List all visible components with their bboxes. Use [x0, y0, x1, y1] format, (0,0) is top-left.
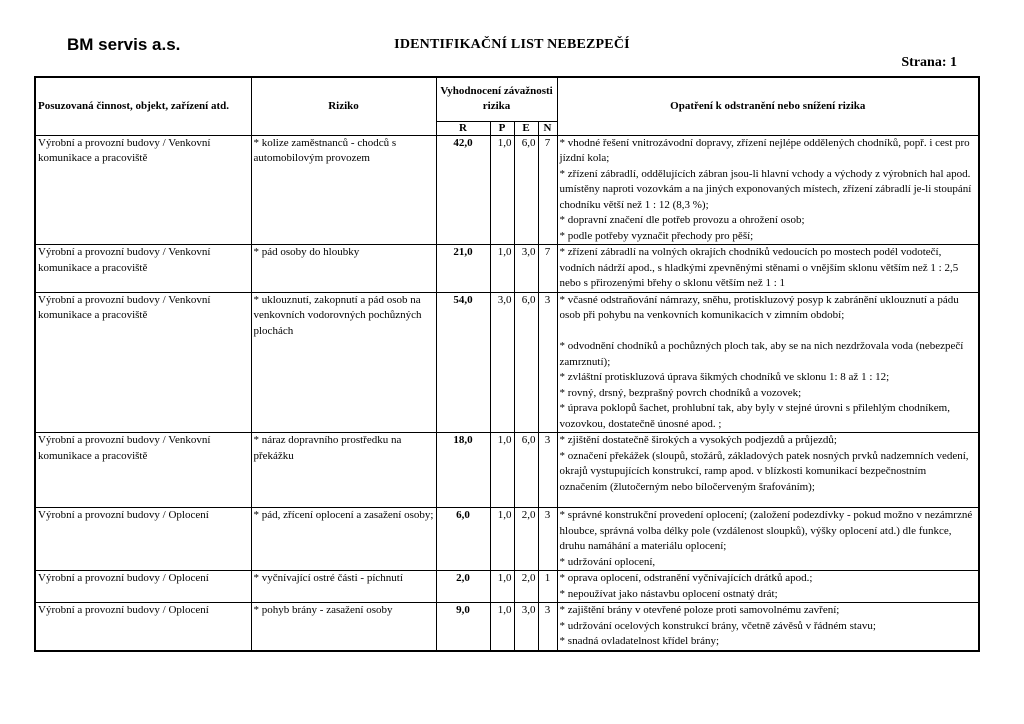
risk-cell: * pohyb brány - zasažení osoby	[251, 603, 436, 651]
header-r: R	[436, 121, 490, 135]
risk-cell: * uklouznutí, zakopnutí a pád osob na venkovních vodorovných pochůzných plochách	[251, 292, 436, 433]
measure-item: * zřízení zábradlí, oddělujících zábran jsou-li hlavní vchody a východy z výrobních hal apod. umístěny naproti vozovkám a na jiných exponovaných místech, zřízení zábradlí je-li stoupání chodníku větší než 1 : 12 (8,3 %);	[559, 167, 972, 211]
r-value-cell: 6,0	[436, 508, 490, 571]
e-value-cell: 2,0	[514, 571, 538, 603]
p-value-cell: 1,0	[490, 508, 514, 571]
measures-cell	[557, 508, 979, 571]
table-row	[35, 292, 979, 433]
measure-item: * označení překážek (sloupů, stožárů, základových patek nosných prvků nadzemních vedení, okrajů vystupujících konstrukcí, ramp apod. v blízkosti komunikací bezpečnostním označením (žlutočerným nebo bíločerveným šrafováním);	[559, 449, 969, 493]
measure-item: * udržování oplocení,	[559, 555, 656, 568]
header-n: N	[538, 121, 557, 135]
p-value-cell: 1,0	[490, 245, 514, 293]
document-title: IDENTIFIKAČNÍ LIST NEBEZPEČÍ	[394, 37, 630, 52]
measures-cell	[557, 571, 979, 603]
activity-cell: Výrobní a provozní budovy / Venkovní komunikace a pracoviště	[35, 292, 251, 433]
measures-cell	[557, 245, 979, 293]
n-value-cell: 3	[538, 508, 557, 571]
measure-item: * vhodné řešení vnitrozávodní dopravy, zřízení nejlépe oddělených chodníků, popř. i cest pro jízdní kola;	[559, 136, 970, 164]
header-risk: Riziko	[251, 77, 436, 135]
r-value-cell: 42,0	[436, 135, 490, 245]
page-number: Strana: 1	[901, 55, 957, 70]
header-activity: Posuzovaná činnost, objekt, zařízení atd.	[35, 77, 251, 135]
measures-cell	[557, 292, 979, 433]
measure-item: * nepoužívat jako nástavbu oplocení ostnatý drát;	[559, 587, 778, 600]
measure-item: * udržování ocelových konstrukcí brány, včetně závěsů v řádném stavu;	[559, 619, 876, 632]
measure-item	[560, 324, 977, 340]
measures-cell	[557, 603, 979, 651]
e-value-cell: 6,0	[514, 292, 538, 433]
measures-cell	[557, 433, 979, 508]
measure-item: * včasné odstraňování námrazy, sněhu, protiskluzový posyp k zabránění uklouznutí a pádu osob při pohybu na venkovních komunikacích v zimním období;	[559, 293, 959, 321]
e-value-cell: 6,0	[514, 433, 538, 508]
activity-cell: Výrobní a provozní budovy / Venkovní komunikace a pracoviště	[35, 245, 251, 293]
e-value-cell: 2,0	[514, 508, 538, 571]
n-value-cell: 3	[538, 603, 557, 651]
activity-cell: Výrobní a provozní budovy / Oplocení	[35, 603, 251, 651]
e-value-cell: 6,0	[514, 135, 538, 245]
r-value-cell: 2,0	[436, 571, 490, 603]
n-value-cell: 7	[538, 135, 557, 245]
r-value-cell: 9,0	[436, 603, 490, 651]
risk-cell: * pád, zřícení oplocení a zasažení osoby;	[251, 508, 436, 571]
measure-item: * zvláštní protiskluzová úprava šikmých chodníků ve sklonu 1: 8 až 1 : 12;	[559, 371, 890, 383]
measure-item: * rovný, drsný, bezprašný povrch chodníků a vozovek;	[559, 386, 802, 399]
header-e: E	[514, 121, 538, 135]
measure-item: * úprava poklopů šachet, prohlubní tak, aby byly v stejné úrovni s přilehlým chodníkem, vozovkou, dostatečně únosné apod. ;	[559, 402, 950, 430]
risk-cell: * pád osoby do hloubky	[251, 245, 436, 293]
measures-cell	[557, 135, 979, 245]
measure-item: * správné konstrukční provedení oplocení; (založení podezdívky - pokud možno v nezámrzné hloubce, správná volba délky pole (vzdálenost sloupků), výšky oplocení atd.) dle funkce, druhu namáhání a materiálu oplocení;	[559, 509, 973, 552]
risk-cell: * kolize zaměstnanců - chodců s automobilovým provozem	[251, 135, 436, 245]
table-row	[35, 508, 979, 571]
activity-cell: Výrobní a provozní budovy / Oplocení	[35, 508, 251, 571]
activity-cell: Výrobní a provozní budovy / Venkovní komunikace a pracoviště	[35, 135, 251, 245]
measure-item: * zjištění dostatečně širokých a vysokých podjezdů a průjezdů;	[559, 434, 837, 446]
p-value-cell: 1,0	[490, 571, 514, 603]
n-value-cell: 1	[538, 571, 557, 603]
activity-cell: Výrobní a provozní budovy / Venkovní komunikace a pracoviště	[35, 433, 251, 508]
table-row	[35, 135, 979, 245]
p-value-cell: 3,0	[490, 292, 514, 433]
measure-item: * zřízení zábradlí na volných okrajích chodníků vedoucích po mostech podél vodotečí, vodních nádrží apod., s hladkými zpevněnými stěnami o vnějším sklonu větším než 1 : 2,5 nebo s přirozenými břehy o sklonu větším než 1 : 1	[559, 246, 959, 289]
header-measures: Opatření k odstranění nebo snížení rizika	[557, 77, 979, 135]
measure-item: * oprava oplocení, odstranění vyčnívajících drátků apod.;	[559, 572, 813, 584]
risk-cell: * náraz dopravního prostředku na překážku	[251, 433, 436, 508]
n-value-cell: 3	[538, 433, 557, 508]
measure-item: * snadná ovladatelnost křídel brány;	[559, 635, 720, 647]
p-value-cell: 1,0	[490, 603, 514, 651]
table-row	[35, 245, 979, 293]
company-name: BM servis a.s.	[67, 35, 181, 54]
table-row	[35, 571, 979, 603]
measure-item: * dopravní značení dle potřeb provozu a ohrožení osob;	[559, 214, 805, 226]
n-value-cell: 3	[538, 292, 557, 433]
measure-item: * odvodnění chodníků a pochůzných ploch tak, aby se na nich nezdržovala voda (nebezpečí zamrznutí);	[559, 340, 964, 368]
e-value-cell: 3,0	[514, 603, 538, 651]
table-row	[35, 433, 979, 508]
measure-item: * zajištění brány v otevřené poloze proti samovolnému zavření;	[559, 604, 840, 616]
table-row	[35, 603, 979, 651]
r-value-cell: 18,0	[436, 433, 490, 508]
header-p: P	[490, 121, 514, 135]
r-value-cell: 54,0	[436, 292, 490, 433]
r-value-cell: 21,0	[436, 245, 490, 293]
e-value-cell: 3,0	[514, 245, 538, 293]
p-value-cell: 1,0	[490, 433, 514, 508]
header-evaluation: Vyhodnocení závažnosti rizika	[436, 77, 557, 121]
n-value-cell: 7	[538, 245, 557, 293]
p-value-cell: 1,0	[490, 135, 514, 245]
measure-item: * podle potřeby vyznačit přechody pro pěší;	[559, 229, 754, 242]
activity-cell: Výrobní a provozní budovy / Oplocení	[35, 571, 251, 603]
risk-cell: * vyčnívající ostré části - píchnutí	[251, 571, 436, 603]
hazard-table	[34, 76, 980, 652]
